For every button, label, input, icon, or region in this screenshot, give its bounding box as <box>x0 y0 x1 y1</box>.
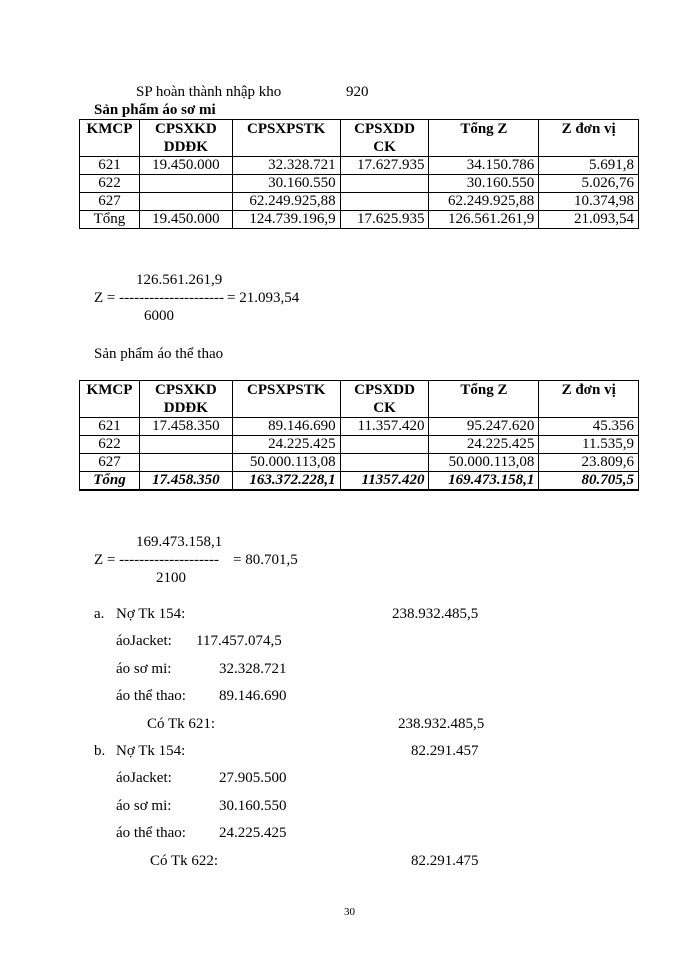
table-cell <box>340 193 429 211</box>
column-header-line: CK <box>373 139 396 155</box>
table-cell: 5.026,76 <box>539 175 639 193</box>
table-cell: 24.225.425 <box>232 436 340 454</box>
table-row <box>80 472 639 491</box>
column-header-line: CPSXDD <box>354 121 415 137</box>
table-cell: 169.473.158,1 <box>429 472 539 491</box>
entry-b-label: b. <box>94 743 106 759</box>
column-header <box>429 381 539 418</box>
table-row <box>80 193 639 211</box>
table-cell: 30.160.550 <box>232 175 340 193</box>
table-cell <box>139 436 232 454</box>
table-cell: 11357.420 <box>340 472 429 491</box>
column-header <box>80 120 140 157</box>
table-cell: 17.625.935 <box>340 211 429 229</box>
column-header <box>232 120 340 157</box>
table-cell: 95.247.620 <box>429 418 539 436</box>
table-cell: 30.160.550 <box>429 175 539 193</box>
table-cell: 24.225.425 <box>429 436 539 454</box>
table-cell: 80.705,5 <box>539 472 639 491</box>
table-cell: 10.374,98 <box>539 193 639 211</box>
column-header-line: CPSXDD <box>354 382 415 398</box>
entry-a-item-name: áo thể thao: <box>116 688 186 704</box>
column-header-line: KMCP <box>86 121 133 137</box>
entry-b-debit: Nợ Tk 154: <box>116 743 186 759</box>
formula2-result: = 80.701,5 <box>233 552 298 568</box>
formula1-lhs: Z = --------------------- <box>94 290 225 306</box>
table-cell: 19.450.000 <box>139 157 232 175</box>
table-cell <box>139 454 232 472</box>
table-row <box>80 418 639 436</box>
cost-table-shirt <box>79 119 639 229</box>
column-header-line: Z đơn vị <box>561 382 616 398</box>
table-cell: 621 <box>80 157 140 175</box>
entry-b-item-value: 27.905.500 <box>219 770 287 786</box>
column-header <box>340 381 429 418</box>
table-cell: 5.691,8 <box>539 157 639 175</box>
column-header-line: Tổng Z <box>460 382 508 398</box>
entry-a-item-name: áo sơ mi: <box>116 661 172 677</box>
table-row <box>80 157 639 175</box>
table-cell <box>340 436 429 454</box>
formula1-result: = 21.093,54 <box>227 290 300 306</box>
column-header-line: CPSXPSTK <box>247 382 326 398</box>
entry-a-credit-amount: 238.932.485,5 <box>398 716 485 732</box>
table-cell: 17.458.350 <box>139 472 232 491</box>
column-header <box>340 120 429 157</box>
product1-title: Sản phẩm áo sơ mi <box>94 102 216 118</box>
column-header <box>139 120 232 157</box>
table-cell: 62.249.925,88 <box>429 193 539 211</box>
page-number: 30 <box>344 906 355 918</box>
table-cell: 126.561.261,9 <box>429 211 539 229</box>
table-cell: 622 <box>80 175 140 193</box>
column-header-line: Z đơn vị <box>561 121 616 137</box>
table-cell <box>139 193 232 211</box>
entry-b-credit: Có Tk 622: <box>150 853 219 869</box>
column-header-line: CPSXKD <box>155 382 217 398</box>
column-header-line: CPSXKD <box>155 121 217 137</box>
column-header-line: CK <box>373 400 396 416</box>
table-cell: 11.535,9 <box>539 436 639 454</box>
column-header <box>232 381 340 418</box>
entry-a-debit: Nợ Tk 154: <box>116 606 186 622</box>
table-cell: 50.000.113,08 <box>429 454 539 472</box>
column-header-line: CPSXPSTK <box>247 121 326 137</box>
column-header-line: Tổng Z <box>460 121 508 137</box>
entry-b-item-value: 30.160.550 <box>219 798 287 814</box>
column-header <box>539 381 639 418</box>
table-cell: 23.809,6 <box>539 454 639 472</box>
entry-b-item-name: áo sơ mi: <box>116 798 172 814</box>
table-header-row <box>80 120 639 157</box>
formula2-numerator: 169.473.158,1 <box>136 534 223 550</box>
table-cell: Tổng <box>80 211 140 229</box>
table-cell: 627 <box>80 193 140 211</box>
cost-table-sport <box>79 380 639 491</box>
entry-b-item-value: 24.225.425 <box>219 825 287 841</box>
formula1-denominator: 6000 <box>144 308 174 324</box>
table-cell: 45.356 <box>539 418 639 436</box>
table-row <box>80 211 639 229</box>
entry-a-debit-amount: 238.932.485,5 <box>392 606 479 622</box>
entry-a-item-name: áoJacket: <box>116 633 172 649</box>
table-cell: 621 <box>80 418 140 436</box>
table-cell: 17.458.350 <box>139 418 232 436</box>
table-cell: 19.450.000 <box>139 211 232 229</box>
table-row <box>80 436 639 454</box>
table-cell: 627 <box>80 454 140 472</box>
table-cell: 89.146.690 <box>232 418 340 436</box>
table-cell: 21.093,54 <box>539 211 639 229</box>
entry-a-item-value: 32.328.721 <box>219 661 287 677</box>
column-header-line: DDĐK <box>163 400 208 416</box>
table-cell: Tổng <box>80 472 140 491</box>
entry-b-item-name: áoJacket: <box>116 770 172 786</box>
table-cell <box>340 175 429 193</box>
entry-b-debit-amount: 82.291.457 <box>411 743 479 759</box>
entry-b-credit-amount: 82.291.475 <box>411 853 479 869</box>
product2-title: Sản phẩm áo thể thao <box>94 346 224 362</box>
column-header <box>139 381 232 418</box>
column-header-line: DDĐK <box>163 139 208 155</box>
table-cell: 34.150.786 <box>429 157 539 175</box>
entry-a-item-value: 117.457.074,5 <box>196 633 282 649</box>
table-cell: 124.739.196,9 <box>232 211 340 229</box>
table-cell: 50.000.113,08 <box>232 454 340 472</box>
column-header <box>80 381 140 418</box>
formula2-lhs: Z = -------------------- <box>94 552 220 568</box>
sp-completed-value: 920 <box>346 84 369 100</box>
formula1-numerator: 126.561.261,9 <box>136 272 223 288</box>
table-row <box>80 175 639 193</box>
table-cell <box>340 454 429 472</box>
table-cell: 622 <box>80 436 140 454</box>
column-header-line: KMCP <box>86 382 133 398</box>
entry-a-item-value: 89.146.690 <box>219 688 287 704</box>
table-cell: 163.372.228,1 <box>232 472 340 491</box>
table-header-row <box>80 381 639 418</box>
column-header <box>539 120 639 157</box>
table-cell: 62.249.925,88 <box>232 193 340 211</box>
entry-a-label: a. <box>94 606 105 622</box>
table-cell: 17.627.935 <box>340 157 429 175</box>
column-header <box>429 120 539 157</box>
table-cell <box>139 175 232 193</box>
table-cell: 11.357.420 <box>340 418 429 436</box>
table-row <box>80 454 639 472</box>
entry-a-credit: Có Tk 621: <box>147 716 216 732</box>
sp-completed-label: SP hoàn thành nhập kho <box>136 84 282 100</box>
table-cell: 32.328.721 <box>232 157 340 175</box>
entry-b-item-name: áo thể thao: <box>116 825 186 841</box>
formula2-denominator: 2100 <box>156 570 186 586</box>
